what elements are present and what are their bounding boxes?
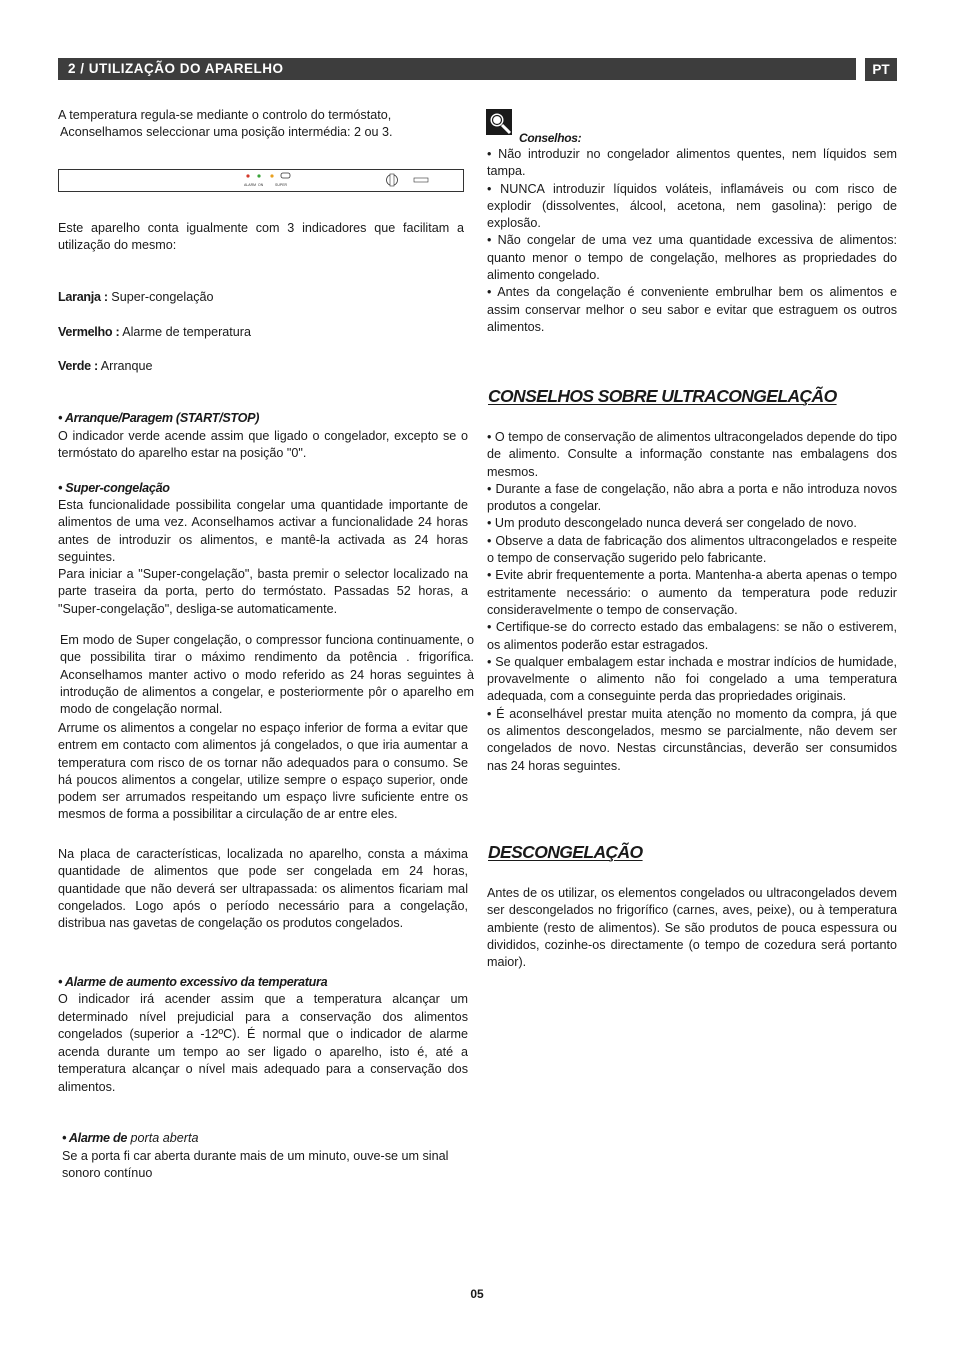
control-panel-diagram [58, 169, 464, 192]
intro-line-2: Aconselhamos seleccionar uma posição intermédia: 2 ou 3. [60, 125, 393, 140]
defrost-heading: DESCONGELAÇÃO [488, 842, 643, 862]
ultra-item: • Observe a data de fabricação dos alimentos ultracongelados e respeite o tempo de conservação sugerido pelo fabricante. [487, 533, 897, 566]
indicator-orange [58, 289, 214, 306]
panel-label-super: SUPER [275, 183, 288, 187]
super-freeze-text-2: Para iniciar a "Super-congelação", basta premir o selector localizado na parte traseira da porta, perto do termóstato. Passadas 52 horas, a "Super-congelação", desliga-se automaticamente. [58, 567, 468, 616]
indicator-red-text: Alarme de temperatura [122, 325, 252, 339]
super-freeze-text-5: Na placa de características, localizada no aparelho, consta a máxima quantidade de alimentos que pode ser congelada em 24 horas, quantidade que não deverá ser ultrapassada: os alimentos ficariam mal congelados. Logo após o período necessário para a congelação, distribua nas gavetas de congelação os produtos congelados. [58, 847, 468, 931]
tip-item: • NUNCA introduzir líquidos voláteis, inflamáveis ou com risco de explodir (dissolventes, álcool, acetona, nem gasolina): perigo de explosão. [487, 181, 897, 231]
door-alarm-title [62, 1130, 198, 1147]
super-freeze-text-1: Esta funcionalidade possibilita congelar uma quantidade importante de alimentos de uma vez. Aconselhamos activar a funcionalidade 24 horas antes de introduzir os alimentos, e mantê-la activada as 24 horas seguintes. [58, 498, 468, 564]
indicator-red [58, 324, 251, 341]
panel-label-alarm: ALARM [244, 183, 257, 187]
on-led-icon [257, 174, 260, 177]
door-alarm-title-rest: porta aberta [130, 1131, 199, 1145]
indicator-green-label: Verde : [58, 359, 98, 373]
indicators-intro: Este aparelho conta igualmente com 3 indicadores que facilitam a utilização do mesmo: [58, 221, 464, 253]
ultra-item: • Evite abrir frequentemente a porta. Mantenha-a aberta apenas o tempo estritamente necessário: o aumento da temperatura pode reduzir consideravelmente o tempo de conservação. [487, 568, 897, 617]
section-number: 2 / [68, 61, 85, 76]
magnifier-icon [486, 109, 512, 135]
section-title: UTILIZAÇÃO DO APARELHO [88, 61, 284, 76]
start-stop-text: O indicador verde acende assim que ligado o congelador, excepto se o termóstato do aparelho estar na posição "0". [58, 429, 468, 461]
indicator-orange-label: Laranja : [58, 290, 108, 304]
tips-title: Conselhos: [519, 131, 582, 145]
language-badge: PT [865, 58, 897, 81]
tips-list [487, 146, 897, 336]
tip-item: • Não congelar de uma vez uma quantidade excessiva de alimentos: quanto menor o tempo de congelação, melhores as propriedades do alimento congelado. [487, 233, 897, 283]
door-alarm-title-bold: • Alarme de [62, 1131, 128, 1145]
super-button-icon [281, 173, 290, 178]
intro-text [58, 107, 478, 142]
intro-line-1: A temperatura regula-se mediante o controlo do termóstato, [58, 108, 392, 122]
thermostat-knob-grip-icon [390, 174, 394, 186]
ultra-freeze-heading: CONSELHOS SOBRE ULTRACONGELAÇÃO [488, 386, 837, 406]
page-number: 05 [470, 1287, 484, 1301]
indicator-green [58, 358, 153, 375]
super-led-icon [270, 174, 273, 177]
door-switch-icon [414, 178, 428, 182]
super-freeze-text-4: Arrume os alimentos a congelar no espaço inferior de forma a evitar que entrem em contacto com alimentos já congelados, o que iria aumentar a temperatura com risco de os tornar não adequados para o consumo. Se há poucos alimentos a congelar, utilize sempre o espaço superior, onde podem ser arrumados respeitando um espaço livre suficiente entre os mesmos de forma a possibilitar a circulação de ar entre eles. [58, 721, 468, 822]
temp-alarm-text: O indicador irá acender assim que a temperatura alcançar um determinado nível prejudicial para a conservação dos alimentos congelados (superior a -12ºC). É normal que o indicador de alarme acenda durante um tempo ao ser ligado o aparelho, isto é, até a temperatura alcançar o nível mais adequado para a conservação dos alimentos. [58, 992, 468, 1094]
super-freeze-title: • Super-congelação [58, 481, 170, 495]
indicator-green-text: Arranque [100, 359, 153, 373]
indicator-orange-text: Super-congelação [111, 290, 214, 304]
super-freeze-text-3: Em modo de Super congelação, o compressor funciona continuamente, o que possibilita tirar o máximo rendimento da potência . frigorífica. Aconselhamos manter activo o modo referido as 24 horas seguintes à introdução de alimentos a congelar, e posteriormente pôr o aparelho em modo de congelação normal. [60, 633, 474, 717]
indicator-red-label: Vermelho : [58, 325, 120, 339]
defrost-text: Antes de os utilizar, os elementos congelados ou ultracongelados devem ser descongelados no frigorífico (carnes, aves, peixe), ou à temperatura ambiente (resto de alimentos). Se são produtos de pouca espessura ou divididos, cozinhe-os directamente (o tempo de cozedura será portanto maior). [487, 886, 897, 970]
ultra-item: • Certifique-se do correcto estado das embalagens: se não o estiverem, os alimentos poderão estar estragados. [487, 620, 897, 652]
ultra-item: • Durante a fase de congelação, não abra a porta e não introduza novos produtos a congelar. [487, 481, 897, 514]
ultra-item: • Um produto descongelado nunca deverá ser congelado de novo. [487, 516, 857, 531]
start-stop-title: • Arranque/Paragem (START/STOP) [58, 411, 260, 425]
alarm-led-icon [246, 174, 249, 177]
control-panel-drawing [59, 170, 463, 191]
ultra-freeze-list [487, 429, 897, 775]
tip-item: • Não introduzir no congelador alimentos quentes, nem líquidos sem tampa. [487, 147, 897, 179]
temp-alarm-title: • Alarme de aumento excessivo da temperatura [58, 975, 328, 989]
ultra-item: • Se qualquer embalagem estar inchada e mostrar indícios de humidade, provavelmente o alimento não foi congelado a uma temperatura adequada, com a conseguinte perda das propriedades originais. [487, 654, 897, 704]
section-header-bar [58, 58, 856, 80]
tip-item: • Antes da congelação é conveniente embrulhar bem os alimentos e assim conservar melhor o seu sabor e evitar que estraguem os outros alimentos. [487, 285, 897, 334]
door-alarm-text: Se a porta fi car aberta durante mais de um minuto, ouve-se um sinal sonoro contínuo [62, 1149, 449, 1181]
ultra-item: • É aconselhável prestar muita atenção no momento da compra, já que os alimentos descongelados, mesmo se parcialmente, não devem ser congelados de novo. Nestas circunstâncias, deverão ser consumidos nas 24 horas seguintes. [487, 706, 897, 773]
ultra-item: • O tempo de conservação de alimentos ultracongelados depende do tipo de alimento. Consulte a informação constante nas embalagens dos mesmos. [487, 430, 897, 479]
panel-label-on: ON [258, 183, 264, 187]
